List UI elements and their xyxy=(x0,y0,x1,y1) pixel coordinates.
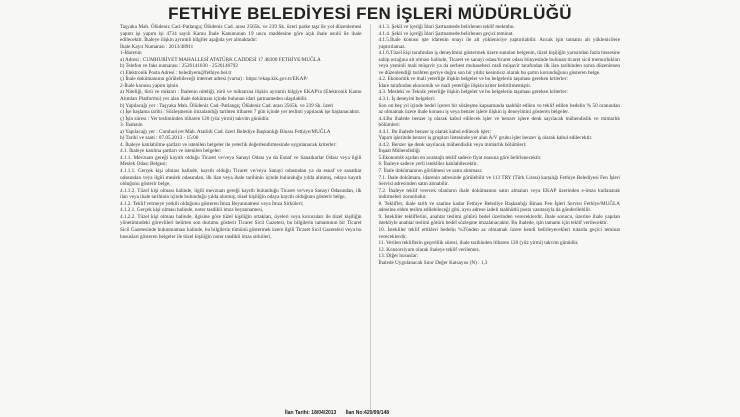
notice-date: İlan Tarihi: 18/04/2013 xyxy=(285,410,337,416)
notice-paragraph: İnşaat Mühendisliği xyxy=(378,148,420,155)
notice-paragraph: 2-İhale konusu yapım işinin xyxy=(120,82,179,89)
left-column xyxy=(120,24,362,410)
notice-paragraph: 4.1.5.İhale konusu işte idarenin onayı ile alt yükleniciye yaptırılabilir. Ancak işin tamamı alt yüklenicilere yaptırılamaz. xyxy=(378,37,622,50)
notice-paragraph: 4.4.1. Bu ihalede benzer iş olarak kabul edilecek işler: xyxy=(378,128,491,135)
notice-paragraph: b) Yapılacağı yer : Taşyaka Mah. Ölüdeniz Cad.-Patlangıç Ölüdeniz Cad. arası 2565k. ve 239 Sk. üzeri xyxy=(120,102,334,109)
notice-number: İlan No:420/99/148 xyxy=(345,410,390,416)
notice-paragraph: a) Yapılacağı yer : Cumhuriyet Mah. Atatürk Cad. üzeri Belediye Başkanlığı Binası Fethiye/MUĞLA xyxy=(120,128,331,135)
notice-paragraph: 1-İdarenin xyxy=(120,50,142,57)
notice-paragraph: 4.1.6.Tüzel kişi tarafından iş deneyimini göstermek üzere sunulan belgenin, tüzel kişiliğin yarısından fazla hissesine sahip ortağına ait olması halinde, Ticaret ve sanayi odası/ticaret odası bünyesinde bulunan ticaret sicil memurlukları veya yeminli mali müşavir ya da serbest muhasebeci mali müşavir tarafından ilk ilan tarihinden sonra düzenlenen ve düzenlendiği tarihten geriye doğru son bir yıldır kesintisiz olarak bu şartın korunduğunu gösteren belge. xyxy=(378,50,622,76)
notice-paragraph: 13. Diğer hususlar: xyxy=(378,253,419,260)
notice-paragraph: 4.1.2.2. Tüzel kişi olması halinde, ilgisine göre tüzel kişiliğin ortakları, üyeleri veya kurucuları ile tüzel kişiliğin yönetimindeki görevlileri belirten son durumu gösterir Ticaret Sicil Gazetesi, bu bilgilerin tamamının bir Ticaret Sicil Gazetesinde bulunmaması halinde, bu bilgilerin tümünü göstermek üzere ilgili Ticaret Sicil Gazeteleri veya bu hususları gösteren belgeler ile tüzel kişiliğin noter tasdikli imza sirküleri, xyxy=(120,213,363,240)
notice-body xyxy=(120,24,620,410)
notice-paragraph: b) Tarihi ve saati : 07.05.2013 - 15:00 xyxy=(120,135,199,142)
notice-paragraph: c) Elektronik Posta Adresi : belediyem@fethiye.bel.tr xyxy=(120,69,232,76)
right-column xyxy=(379,24,621,410)
notice-paragraph: 5.Ekonomik açıdan en avantajlı teklif sadece fiyat esasına göre belirlenecektir. xyxy=(378,154,542,161)
notice-paragraph: 4.1.1. Mevzuatı gereği kayıtlı olduğu Ticaret ve/veya Sanayi Odası ya da Esnaf ve Sanatkarlar Odası veya ilgili Meslek Odası Belgesi; xyxy=(120,154,363,168)
notice-paragraph: İdare tarafından ekonomik ve mali yeterliğe ilişkin kriter belirtilmemiştir. xyxy=(378,82,532,89)
notice-paragraph: 12. Konsorsiyum olarak ihaleye teklif verilemez. xyxy=(378,246,481,253)
notice-paragraph: 4.2. Ekonomik ve mali yeterliğe ilişkin belgeler ve bu belgelerin taşıması gereken kriterler: xyxy=(378,76,568,83)
notice-paragraph: c) İşe başlama tarihi : Sözleşmenin imzalandığı tarihten itibaren 7 gün içinde yer teslimi yapılarak işe başlanacaktır. xyxy=(120,109,361,116)
notice-paragraph: 4.1.2.1. Gerçek kişi olması halinde, noter tasdikli imza beyannamesi, xyxy=(120,207,264,214)
notice-paragraph: 4.4.2. Benzer işe denk sayılacak mühendislik veya mimarlık bölümleri: xyxy=(378,141,527,148)
notice-paragraph: 4.4.Bu ihalede benzer iş olarak kabul edilecek işler ve benzer işlere denk sayılacak mühendislik ve mimarlık bölümleri: xyxy=(378,115,622,129)
notice-paragraph: 4.3.1. İş deneyim belgeleri: xyxy=(378,96,436,103)
notice-paragraph: ç) İşin süresi : Yer tesliminden itibaren 120 (yüz yirmi) takvim günüdür. xyxy=(120,115,270,122)
notice-paragraph: 7. İhale dokümanının görülmesi ve satın alınması: xyxy=(378,168,483,175)
notice-paragraph: 7.2. İhaleye teklif verecek olanların ihale dokümanını satın almaları veya EKAP üzerinden e-imza kullanarak indirmeleri zorunludur. xyxy=(378,187,622,201)
notice-title: FETHİYE BELEDİYESİ FEN İŞLERİ MÜDÜRLÜĞÜ xyxy=(168,4,572,23)
notice-paragraph: 4. İhaleye katılabilme şartları ve istenilen belgeler ile yeterlik değerlendirmesinde uygulanacak kriterler: xyxy=(120,141,337,148)
notice-paragraph: İhale Kayıt Numarası : 2013/48911 xyxy=(120,43,194,50)
notice-paragraph: 4.1.1.2. Tüzel kişi olması halinde, ilgili mevzuatı gereği kayıtlı bulunduğu Ticaret ve/veya Sanayi Odasından, ilk ilan veya ihale tarihinin içinde bulunduğu yılda alınmış, tüzel kişiliğin odaya kayıtlı olduğunu gösterir belge, xyxy=(120,187,363,201)
notice-paragraph: a) Niteliği, türü ve miktarı : İhalenin niteliği, türü ve miktarına ilişkin ayrıntılı bilgiye EKAP'ta (Elektronik Kamu Alımları Platformu) yer alan ihale dokümanı içinde bulunan idari şartnameden ulaşılabilir. xyxy=(120,89,363,103)
notice-paragraph: 9. İstekliler tekliflerini, anahtar teslimi götürü bedel üzerinden vereceklerdir. İhale sonucu, üzerine ihale yapılan istekliyle anahtar teslimi götürü bedel sözleşme imzalanacaktır. Bu ihalede, işin tamamı için teklif verilecektir. xyxy=(378,213,622,227)
notice-paragraph: b) Telefon ve faks numarası : 2526141030 - 2526146792 xyxy=(120,63,238,70)
notice-paragraph: 4.3. Mesleki ve Teknik yeterliğe ilişkin belgeler ve bu belgelerin taşıması gereken kriterler: xyxy=(378,89,568,96)
notice-paragraph: 4.1.2. Teklif vermeye yetkili olduğunu gösteren İmza Beyannamesi veya İmza Sirküleri; xyxy=(120,200,304,207)
notice-paragraph: 8. Teklifler, ihale tarih ve saatine kadar Fethiye Belediye Başkanlığı Binası Fen İşleri Servisi Fethiye/MUĞLA adresine elden teslim edilebileceği gibi, aynı adrese iadeli taahhütlü posta vasıtasıyla da gönderilebilir. xyxy=(378,200,622,214)
notice-paragraph: 10. İstekliler teklif ettikleri bedelin %3'ünden az olmamak üzere kendi belirleyecekleri tutarda geçici teminat vereceklerdir. xyxy=(378,226,622,240)
notice-paragraph: a) Adresi : CUMHURİYET MAHALLESİ ATATÜRK CADDESİ 17 48300 FETHİYE/MUĞLA xyxy=(120,56,321,63)
notice-paragraph: ç) İhale dokümanının görülebileceği internet adresi (varsa) : https://ekap.kik.gov.tr/EKAP/ xyxy=(120,76,308,83)
notice-paragraph: 6. İhaleye sadece yerli istekliler katılabilecektir. xyxy=(378,161,478,168)
notice-paragraph: 4.1. İhaleye katılma şartları ve istenilen belgeler: xyxy=(120,148,222,155)
notice-paragraph: 4.1.1.1. Gerçek kişi olması halinde, kayıtlı olduğu Ticaret ve/veya Sanayi odasından ya da esnaf ve sanatkar odasından veya ilgili meslek odasından, ilk ilan veya ihale tarihinin içinde bulunduğu yılda alınmış, odaya kayıtlı olduğunu gösterir belge, xyxy=(120,168,363,188)
notice-paragraph: Son on beş yıl içinde bedel içeren bir sözleşme kapsamında taahhüt edilen ve teklif edilen bedelin % 50 oranından az olmamak üzere ihale konusu iş veya benzer işlere ilişkin iş deneyimini gösteren belgeler. xyxy=(378,102,622,116)
notice-paragraph: 4.1.4. Şekli ve içeriği İdari Şartnamede belirlenen geçici teminat. xyxy=(378,30,514,37)
notice-paragraph: 3- İhalenin xyxy=(120,122,143,129)
notice-paragraph: 7.1. İhale dokümanı, idarenin adresinde görülebilir ve 113 TRY (Türk Lirası) karşılığı Fethiye Belediyesi Fen İşleri Servisi adresinden satın alınabilir. xyxy=(378,174,622,188)
notice-paragraph: 4.1.3. Şekli ve içeriği İdari Şartnamede belirlenen teklif mektubu. xyxy=(378,24,515,30)
notice-paragraph: Yapım işlerinde benzer iş grupları listesinde yer alan A/V grubu işler benzer iş olarak kabul edilecektir. xyxy=(378,135,593,142)
notice-paragraph: 11. Verilen tekliflerin geçerlilik süresi, ihale tarihinden itibaren 120 (yüz yirmi) takvim günüdür. xyxy=(378,240,579,247)
notice-footer xyxy=(285,410,397,416)
notice-paragraph: İhalede Uygulanacak Sınır Değer Katsayısı (N) : 1,3 xyxy=(378,259,488,266)
notice-paragraph: Taşyaka Mah. Ölüdeniz Cad.-Patlangıç Ölüdeniz Cad. arası 2565k. ve 239 Sk. üzeri parke taşı ile yol düzenlemesi yapım işi yapım işi 4734 sayılı Kamu İhale Kanununun 19 uncu maddesine göre açık ihale usulü ile ihale edilecektir. İhaleye ilişkin ayrıntılı bilgiler aşağıda yer almaktadır: xyxy=(120,24,363,44)
column-divider xyxy=(370,24,371,410)
